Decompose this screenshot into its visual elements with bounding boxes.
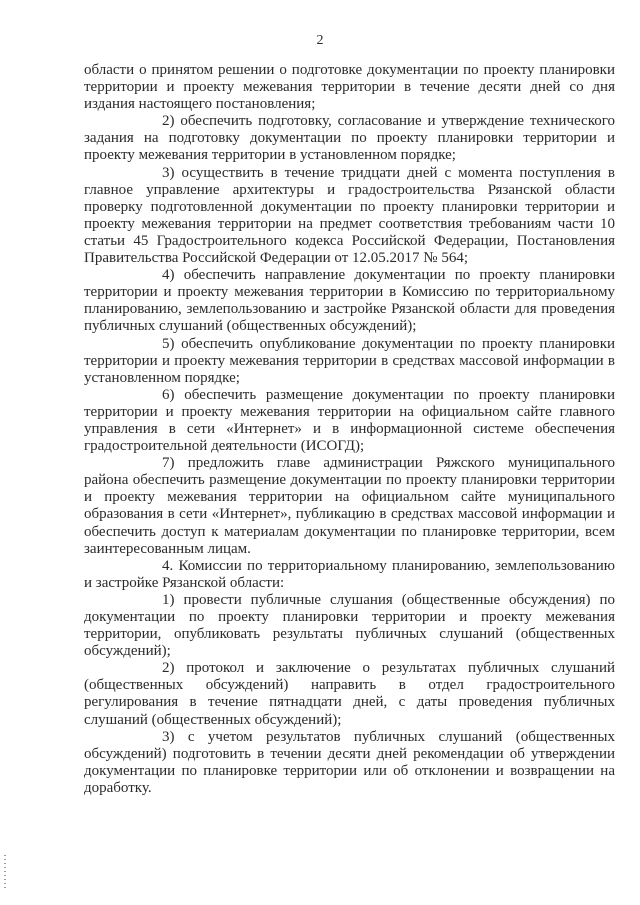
list-item-number: 6)	[162, 386, 175, 403]
paragraph-text: с учетом результатов публичных слушаний (общественных обсуждений) подготовить в течении десяти дней рекомендации об утверждении документации по планировке территории или об отклонении и возвращении на доработку.	[84, 728, 616, 796]
paragraph-text: обеспечить направление документации по проекту планировки территории и проекту межевания территории в Комиссию по территориальному планированию, землепользованию и застройке Рязанской области для проведения публичных слушаний (общественных обсуждений);	[84, 267, 616, 335]
list-item-7	[84, 455, 615, 558]
paragraph-text: обеспечить подготовку, согласование и утверждение технического задания на подготовку документации по проекту планировки территории и проекту межевания территории в установленном порядке;	[84, 113, 615, 164]
paragraph-text: обеспечить опубликование документации по проекту планировки территории и проекту межевания территории в средствах массовой информации в установленном порядке;	[84, 335, 616, 386]
list-item-6	[84, 387, 615, 455]
page-number: 2	[316, 33, 324, 48]
list-item-number: 1)	[162, 591, 175, 608]
paragraph-text: Комиссии по территориальному планированию, землепользованию и застройке Рязанской области:	[84, 557, 615, 591]
paragraph-text: осуществить в течение тридцати дней с момента поступления в главное управление архитектуры и градостроительства Рязанской области проверку подготовленной документации по проекту планировки территории и проекту межевания территории на предмет соответствия требованиям части 10 статьи 45 Градостроительного кодекса Российской Федерации, Постановления Правительства Российской Федерации от 12.05.2017 № 564;	[84, 164, 615, 267]
paragraph-continuation	[84, 62, 615, 113]
list-item-4	[84, 267, 615, 335]
section-4-item-3	[84, 729, 615, 797]
document-body	[84, 62, 615, 797]
paragraph-text: провести публичные слушания (общественные обсуждения) по документации по проекту планировки территории и проекту межевания территории, опубликовать результаты публичных слушаний (общественных обсуждений);	[84, 591, 615, 660]
section-4	[84, 558, 615, 592]
list-item-2	[84, 113, 615, 164]
list-item-number: 3)	[162, 164, 175, 181]
list-item-3	[84, 165, 615, 268]
list-item-number: 3)	[162, 728, 175, 745]
list-item-5	[84, 336, 615, 387]
paragraph-text: области о принятом решении о подготовке документации по проекту планировки территории и проекту межевания территории в течение десяти дней со дня издания настоящего постановления;	[84, 62, 615, 113]
list-item-number: 7)	[162, 455, 175, 472]
section-number: 4.	[162, 557, 174, 574]
scan-edge-mark	[4, 855, 6, 891]
section-4-item-2	[84, 660, 615, 728]
paragraph-text: предложить главе администрации Ряжского муниципального района обеспечить размещение документации по проекту планировки территории и проекту межевания территории на официальном сайте муниципального образования в сети «Интернет», публикацию в средствах массовой информации и обеспечить доступ к материалам документации по планировке территории, всем заинтересованным лицам.	[84, 455, 615, 557]
section-4-item-1	[84, 592, 615, 660]
list-item-number: 2)	[162, 660, 175, 677]
list-item-number: 5)	[162, 335, 175, 352]
paragraph-text: обеспечить размещение документации по проекту планировки территории и проекту межевания территории на официальном сайте главного управления в сети «Интернет» и в информационной системе обеспечения градостроительной деятельности (ИСОГД);	[84, 386, 616, 455]
list-item-number: 4)	[162, 267, 175, 284]
list-item-number: 2)	[162, 113, 175, 130]
paragraph-text: протокол и заключение о результатах публичных слушаний (общественных обсуждений) направить в отдел градостроительного регулирования в течение пятнадцати дней, с даты проведения публичных слушаний (общественных обсуждений);	[84, 660, 615, 728]
